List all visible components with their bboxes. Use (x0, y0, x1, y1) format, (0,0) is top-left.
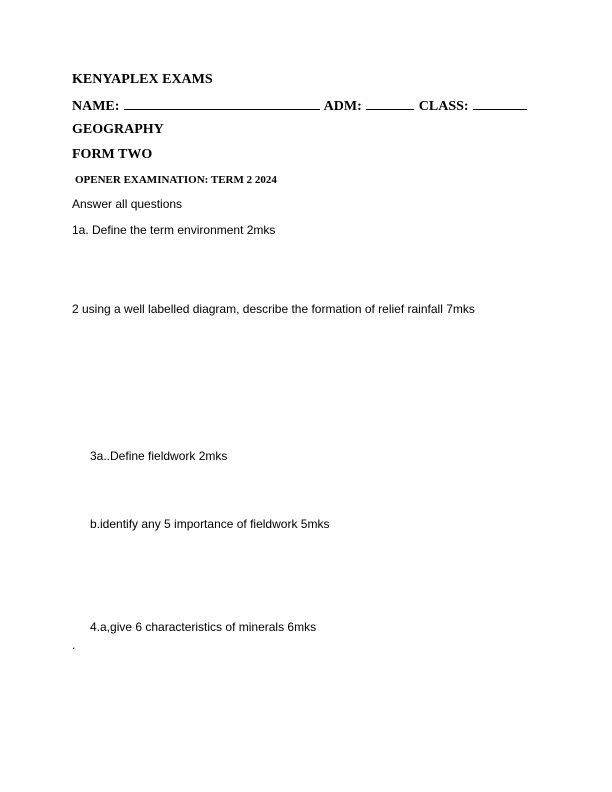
question-2: 2 using a well labelled diagram, describe the formation of relief rainfall 7mks (72, 302, 475, 316)
form-title: FORM TWO (72, 147, 153, 162)
class-label: CLASS: (418, 99, 469, 114)
question-1a: 1a. Define the term environment 2mks (72, 223, 276, 237)
adm-blank (366, 97, 414, 110)
instructions: Answer all questions (72, 197, 183, 211)
name-label: NAME: (72, 99, 120, 114)
class-blank (473, 97, 527, 110)
adm-label: ADM: (323, 99, 362, 114)
student-details-line (72, 97, 528, 115)
question-4a: 4.a,give 6 characteristics of minerals 6mks (90, 620, 317, 634)
exam-title: OPENER EXAMINATION: TERM 2 2024 (75, 174, 277, 186)
question-3b: b.identify any 5 importance of fieldwork 5mks (90, 517, 330, 531)
school-title: KENYAPLEX EXAMS (72, 72, 213, 87)
subject-title: GEOGRAPHY (72, 122, 164, 137)
question-3a: 3a..Define fieldwork 2mks (90, 449, 228, 463)
stray-mark: . (72, 638, 76, 652)
name-blank (124, 97, 320, 110)
